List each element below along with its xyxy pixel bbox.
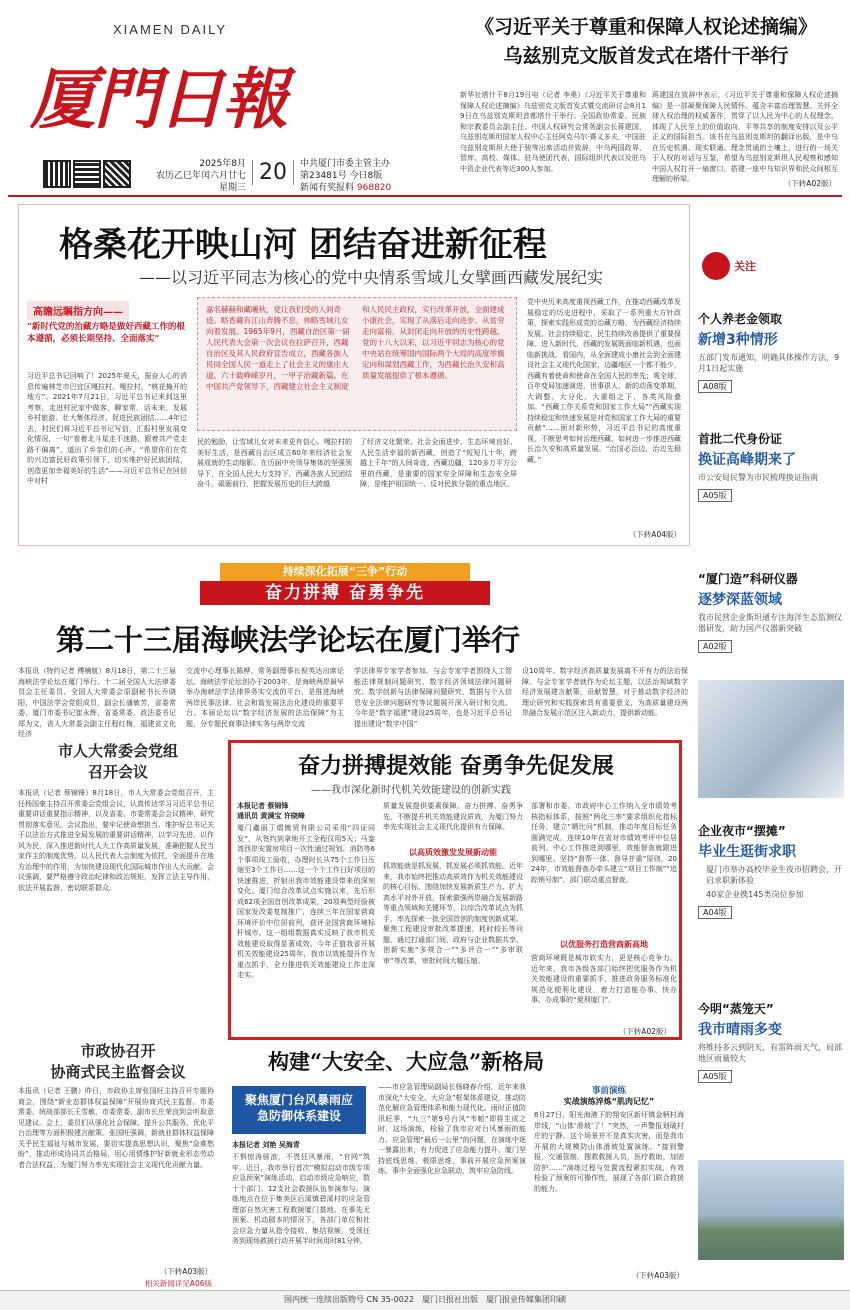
sidebar-item[interactable] (698, 310, 844, 393)
efficiency-col-2b: 抓效能就是抓发展，抓发展必须抓效能。近年来，我市始终把推动高质效作为机关效能建设的核心目标，围绕加快发展新质生产力、扩大高水平对外开放，探索做强两岸融合发展新路等重点领域和关键环节，以综合改革试点为抓手，率先探索一批全国首创的制度创新成果。聚焦工程建设审批改革提速，耗时较长等问题，通过打通部门间、政府与企业数据共享，创新实施“多规合一”“多评合一”“多审联审”等改革，审批时间大幅压缩。 (383, 862, 523, 965)
efficiency-col-3b: 营商环境既是城市软实力，更是核心竞争力。近年来，我市各级各部门始终把优服务作为机关效能建设的重要抓手，推进政务服务标准化规范化便利化建设，着力打造能办事、快办事、办成事的“便利厦门”。 (531, 954, 677, 1004)
npc-headline-1: 市人大常委会党组 (57, 742, 178, 760)
efficiency-sub-2: 以优服务打造营商新高地 (560, 940, 648, 949)
sidebar-sub: 五部门发布通知，明确具体操作方法，9月1日起实施 (698, 353, 840, 373)
npc-story[interactable] (18, 738, 218, 1038)
sidebar-kicker: 今明“蒸笼天” (698, 1002, 774, 1016)
lead-ref: （下转A04版） (628, 530, 681, 539)
safety-col-3: 6月27日，阳光海港下的翔安区新圩镇金柄村海岸线，“山体‘滑坡’了！”突然，一声警报划破村庄的宁静。这个场景并不是真实灾害，而是我市开展的大规模防山体滑坡处置演练。“接到警报，交通管制，搜救救援人员，医疗救助，加固防护……”演练过程与处置流程紧扣实战，有效检验了预案的可操作性，展现了各部门联合救援的能力。 (534, 1111, 684, 1193)
issue-info (300, 158, 391, 194)
sidebar-item[interactable] (698, 430, 844, 502)
banner-bottom: 奋力拼搏 奋勇争先 (200, 581, 490, 605)
sidebar-item[interactable] (698, 570, 844, 653)
sidebar-title: 逐梦深蓝领域 (698, 592, 782, 608)
campaign-banner (180, 563, 510, 607)
sidebar-title: 我市晴雨多变 (698, 1022, 782, 1038)
npc-body: 本报讯（记者 蔡锦锋）8月18日，市人大常委会党组召开，主任杨国豪主持召开常委会党组会议，认真传达学习习近平总书记重要讲话重要指示精神，以及省委、市委常委会会议精神，研究贯彻落实意见。会议指出，要牢记使命想担当、维护好总书记关于以法治方式推进全局发展的重要讲话精神，以学习先进、以作风为民，深入推进新时代人大工作高质量发展，准确把握人民当家作主的制度优势，以人民代表大会制度为依托，全面提升在地方治理中的作用，为加快建设现代化国际城市作出人大贡献。会议强调，要严格遵守政治纪律和政治规矩，发挥立法主导作用，依法开展监督，密切联系群众。 (18, 789, 214, 892)
masthead-en: XIAMEN DAILY (113, 22, 228, 37)
forum-col-4: 设10周年。数字经济高质量发展离不开有力的法治保障。与会专家学者就作为论坛主题，以法治视域数字经济发展建言献策，贡献智慧，对于推动数字经济的理论研究和实践探索具有重要意义，为高质量建设两岸融合发展示范区注入新动力，提供新动能。 (522, 667, 688, 717)
lead-headline: 格桑花开映山河 团结奋进新征程 (59, 225, 547, 265)
qr-code[interactable] (43, 160, 71, 188)
sidebar-sub: 市公安局民警为市民梳理换证指南 (698, 473, 818, 482)
npc-headline-2: 召开会议 (87, 763, 148, 781)
top-story-title-1: 《习近平关于尊重和保障人权论述摘编》 (474, 16, 817, 38)
sidebar-ref[interactable]: A04版 (698, 906, 732, 919)
cppcc-headline-2: 协商式民主监督会议 (50, 1063, 186, 1081)
masthead-logo: 厦門日報 (30, 60, 286, 138)
top-story-body-left: 新华社塔什干8月19日电（记者 李奥）《习近平关于尊重和保障人权论述摘编》乌兹别克文版首发式暨交流研讨会8月19日在乌兹别克斯坦首都塔什干举行。全国政协常委、民族和宗教委员会副主任、中国人权研究会常务副会长蒋建国，乌兹别克斯坦国家人权中心主任阿克马尔·赛义多夫，中国驻乌兹别克斯坦大使于骏等出席活动并致辞，中乌两国政界、智库、高校、媒体、驻乌使团代表，国际组织代表以及驻乌中资企业代表等近300人参加。 (460, 91, 646, 173)
sidebar-kicker: 首批二代身份证 (698, 432, 783, 446)
cppcc-story[interactable] (18, 1040, 218, 1290)
masthead-divider (8, 195, 842, 197)
efficiency-ref: （下转A02版） (618, 1027, 671, 1036)
cppcc-headline-1: 市政协召开 (80, 1042, 156, 1060)
safety-col-1: 不惧惊涛骇浪，不畏狂风暴雨，“官网”筑牢。近日，我市举行首次“模拟启动市级专项应急预案”演练活动，启动市级应急响应，数十个部门、12支社会救援队伍参演参与。演练地点在位于集美区后溪镇碧溪村的应急管理部自然灾害工程救援厦门基地。在事先无预案、机动剧本的情况下，各部门单位和社会应急力量从指令接收、集结视频，受领任务到现场救援行动开展半时间用时81分钟。 (232, 1153, 370, 1245)
sidebar-ref[interactable]: A05版 (698, 1070, 732, 1083)
lead-subhead: ——以习近平同志为核心的党中央情系雪域儿女擘画西藏发展纪实 (139, 268, 604, 287)
safety-ref: （下转A03版） (631, 1271, 684, 1280)
issue-day: 20 (252, 160, 294, 185)
lead-col-4: 党中央历来高度重视西藏工作，在推动西藏改革发展稳定的历史进程中，采取了一系列重大方针政策，探索实践形成党的治藏方略，为西藏经济持续发展、社会持续稳定、民生持续改善提供了重要保障。进入新时代，西藏的发展既面临新机遇，也面临新挑战。看国内，从全面建成小康社会到全面建设社会主义现代化国家，边疆地区一个都不能少，西藏有着使命和使命在全国人民的率先；观全球，百年变局加速演进，世事很人，新的动荡变革期，大调整、大分化、大重组之下，各类风险叠加。“西藏工作关系党和国家工作大局”“西藏实现持续稳定和快速发展是对党和国家工作大局的重要贡献”……面对新形势，习近平总书记的高度重视，不断思考如何治理西藏，如何进一步推进西藏长治久安和高质量发展。“治国必治边，治边先稳藏。” (527, 298, 681, 464)
lead-col-1: 习近平总书记回响了！2025年夏天，振奋人心的消息传遍林芝市巴宜区嘎拉村。嘎拉村，“桃花掩开的地方”。2021年7月21日，习近平总书记来到这里考察，走进村民家中做客，聊家常、话未来。发展乡村旅游、壮大集体经济、促进民族团结……4年过去，村民们将习近平总书记写信，汇报村里发展变化情况，一句“看着北斗星走不迷路，跟着共产党走路不偏离”，道出了乡亲们的心声。“希望你们在党的兴边富民好政策引领下，切实维护好民族团结，创造更加幸福美好的生活”——习近平总书记在回信中对村 (27, 372, 187, 485)
qr-code-3[interactable] (103, 160, 131, 188)
sidebar-kicker: “厦门造”科研仪器 (698, 572, 798, 586)
sidebar-kicker: 企业夜市“摆摊” (698, 824, 786, 838)
efficiency-headline: 奋力拼搏提效能 奋勇争先促发展 (298, 753, 614, 779)
efficiency-story[interactable] (228, 740, 682, 1040)
footer (0, 1290, 850, 1310)
lead-col-3: 了经济文化繁荣、社会全面进步、生态环境良好、人民生活幸福的新西藏，创造了“短短几十年，跨越上千年”的人间奇迹。西藏边疆，120多万平方公里的西藏，是重要的国家安全屏障和生态安全屏障，是维护祖国统一、反对民族分裂的重点地区。 (360, 438, 517, 488)
lead-col-2: 民的勉励，让雪域儿女对未来更有信心。嘎拉村的美好生活，是西藏自治区成立60年来经济社会发展成就的生动缩影。在历届中央领导集体的坚强领导下，在全国人民大力支持下，西藏各族人民团结奋斗，砥砺前行，把握发展历史的巨大跨越 (197, 438, 352, 488)
focus-label (702, 252, 730, 280)
banner-top: 持续深化拓展“三争”行动 (220, 563, 470, 581)
top-story-body-right: 蒋建国在致辞中表示，《习近平关于尊重和保障人权论述摘编》是一部凝聚保障人民情怀、蕴含丰富治理智慧、关怀全球人权治理的权威著作，贯穿了以人民为中心的人权理念，体现了人民至上的价值取向，平等共享的制度安排以及公平正义的国际担当。该书在乌兹别克斯坦的翻译出版，是中乌在历史机遇、现实联通、理念贯通的土壤上，进行的一场关于人权的对话与互鉴，希望为乌兹别克斯坦人民观察和感知中国人权打开一扇窗口，搭建一座中乌知识界和民众间相互理解的桥梁。 (652, 91, 838, 183)
hotline: 新闻有奖报料 968820 (300, 183, 392, 193)
forum-col-3: 学法律界专家学者参加。与会专家学者围绕人工智能法律规制问题研究、数字经济领域法律问题研究、数字创新与法律保障问题研究，数据与个人信息安全法律问题研究等议题展开深入研讨和交流。今年是“数字福建”建设25周年，也是习近平总书记提出建设“数字中国” (354, 667, 512, 728)
safety-col-3-sub: 实战演练淬炼“肌肉记忆” (563, 1097, 655, 1106)
safety-story[interactable] (228, 1046, 690, 1282)
cppcc-related[interactable]: 相关新闻详见A06版 (144, 1279, 212, 1288)
lead-section-label: 高瞻远瞩指方向—— (27, 301, 129, 320)
forum-col-1: 本报讯（特约记者 傅楠航）8月18日，第二十三届海峡法学论坛在厦门举行。十二届全国人大法律委员会主任委员、全国人大常委会原副秘书长乔晓阳，中国法学会党组成员，副会长潘敏芳，省委常委、厦门市委书记崔永辉，省委常委、政法委书记郑为文，省人大常委会副主任程红梅，福建省文化经济 (18, 667, 176, 738)
sidebar-bullet: 40家企业携145类岗位参加 (706, 890, 804, 899)
efficiency-subhead: ——我市深化新时代机关效能建设的创新实践 (311, 785, 511, 796)
issue-no: 第23481号 今日8版 (300, 171, 383, 181)
efficiency-col-2: 质量发展提供要素保障。奋力拼搏、奋勇争先，不断提升机关效能建设质效，为厦门努力率先实现社会主义现代化提供有力保障。 (383, 802, 523, 831)
weekday: 星期三 (218, 183, 246, 193)
date-line: 2025年8月 (199, 159, 246, 169)
sidebar-ref[interactable]: A08版 (698, 380, 732, 393)
cppcc-ref: （下转A03版） (159, 1267, 212, 1276)
forum-col-2: 交流中心理事长陈桦、常务副理事长倪英达出席论坛。海峡法学论坛创办于2003年，是海峡两岸最早举办海峡法学法律界务实交流的平台，是推进海峡两岸民事法律、社会和谐发展法治化建设的重要平台。本届论坛以“数字经济发展的法治保障”为主题，分专题民商事法律实务与两岸交流 (186, 667, 344, 728)
qr-code-2[interactable] (73, 160, 101, 188)
efficiency-byline: 本报记者 蔡锦锋 通讯员 黄满宝 许晓峰 (237, 802, 305, 820)
sidebar-sub: 将维持多云到阴天，有雷阵雨天气，局部地区雨量较大 (698, 1043, 842, 1063)
coast-photo (698, 1160, 844, 1260)
safety-col-3-title: 事前演练 (591, 1086, 626, 1096)
sidebar-item[interactable] (698, 822, 844, 919)
safety-box: 聚焦厦门台风暴雨应急防御体系建设 (232, 1086, 366, 1134)
cppcc-body: 本报讯（记者 王鹏）昨日，市政协主席张国旺主持召开专题协商会，围绕“新业态群体权益保障”开展协商式民主监督。市委常委、统战部部长王雪敏，市委常委、副市长庄荣良到会听取意见建议。会上，委员们从强化社会保障、提升公共服务、优化平台治理等方面积极建言献策。张国旺强调，新就业群体权益保障关乎民生福祉与城市发展，要切实提高思想认识，聚焦“急难愁盼”，推动形成协同共治格局，用心用情维护好新就业形态劳动者合法权益，为厦门努力率先实现社会主义现代化贡献力量。 (18, 1087, 214, 1169)
efficiency-col-1: 厦门鑫丽丁熠镀贸有限公司采用“四证同发”，从签约到拿地开工全程仅用5天；马銮湾西岸安置房项目一次性通过规划、消防等6个事项竣工验收，办理时长从75个工作日压缩至3个工作日……这一个个工作日好项目的快速推进，折射出我市效能建设带来的深刻变化。厦门综合改革试点实施以来，先后形成62项全国首创改革成果，20项典型经验被国家发改委复制推广，连续三年在国家营商环境评价中位居前列，获评全国营商环境标杆城市。这一组组数据真实反映了我市机关效能建设取得显著成效。今年正值我省开展机关效能建设25周年，我市以效能提升作为重点抓手，全力推进机关效能建设工作走深走实。 (237, 824, 375, 979)
sponsor: 中共厦门市委主管主办 (300, 159, 391, 169)
efficiency-col-3: 部署和市委、市政府中心工作纳入全市绩效考核指标体系，按照“两化三率”要求组织化指标任务，建立“晒比问”机制，推动年度目标任务圆满完成，连续10年在省对市绩效考评中位居前列。中心工作推进到哪里，效能督查就跟进到哪里。坚持“督帮一体、督导并重”原则，2024年，市效能督查办牵头建立“项目工作制”“追踪销号制”，部门联动重点督查。 (531, 802, 677, 884)
focus-label-text: 关注 (734, 260, 756, 273)
lead-quote: “新时代党的治藏方略是做好西藏工作的根本遵循，必须长期坚持、全面落实” (27, 322, 185, 344)
sidebar-bullet: 厦门市举办高校毕业生夜市招聘会，开启求职新体验 (706, 865, 842, 885)
footer-text: 国内统一连续出版物号 CN 35-0022 厦门日报社出版 厦门报业传媒集团印刷 (283, 1295, 567, 1304)
forum-headline: 第二十三届海峡法学论坛在厦门举行 (56, 623, 521, 657)
date-block (138, 158, 246, 194)
safety-headline: 构建“大安全、大应急”新格局 (268, 1049, 545, 1074)
safety-byline: 本报记者 刘艳 吴海青 (232, 1141, 300, 1149)
sidebar-title: 毕业生逛街求职 (698, 844, 796, 860)
sidebar-title: 换证高峰期来了 (698, 452, 796, 468)
sidebar-ref[interactable]: A05版 (698, 489, 732, 502)
top-story[interactable] (452, 8, 840, 188)
top-story-title-2: 乌兹别克文版首发式在塔什干举行 (503, 45, 789, 67)
top-story-ref: （下转A02版） (783, 179, 836, 188)
sidebar-kicker: 个人养老金领取 (698, 312, 783, 326)
efficiency-sub-1: 以高质效激发发展新动能 (409, 848, 497, 857)
lunar-line: 农历乙巳年闰六月廿七 (155, 171, 246, 181)
sidebar-sub: 我市民营企业斯坦通专注海洋生态监测仪器研发，助力国产仪器新突破 (698, 613, 842, 633)
forum-story[interactable] (18, 612, 690, 738)
lead-story[interactable] (18, 204, 690, 546)
masthead (8, 8, 448, 193)
sidebar-title: 新增3种情形 (698, 332, 778, 348)
lab-photo (698, 680, 844, 798)
lead-box: 嘉名赫赫和藏曦秋，党让我们受的人间奇迹。略香藏有江山奔腾不息，伟略雪域儿女向着发展。1965年9月，西藏自治区第一届人民代表大会第一次会议在拉萨召开，西藏自治区及其人民政府宣告成立，西藏各族人民同全国人民一道走上了社会主义的康庄大道。六十载峥嵘岁月，一甲子治藏新篇。在中国共产党领导下，西藏建立社会主义制度和人民民主政权，实行改革开放，全面建成小康社会，实现了从落后走向进步、从贫穷走向富裕、从封闭走向开放的历史性跨越。党的十八大以来，以习近平同志为核心的党中央站在统筹国内国际两个大局的高度举旗定向和谋划西藏工作，为西藏长治久安和高质量发展提供了根本遵循。 (197, 297, 517, 431)
sidebar-ref[interactable]: A02版 (698, 640, 732, 653)
safety-col-2: ——市应急管理局副局长杨晓春介绍，近年来我市深化“大安全、大应急”框架体系建设，推动防范化解应急管理体系和能力现代化。雨时正值防汛旺季，“九三”第9号台风“韦帕”即将生成之时，这场演练，检验了我市应对台风暴雨的能力。应急管理“最后一公里”的问题，在演练中逐一暴露出来，有力促进了应急能力提升。厦门坚持底线思维，极限思维，事前开展应急预案演练，事中全面强化应急联动，筑牢应急防线。 (378, 1083, 526, 1175)
sidebar-item[interactable] (698, 1000, 844, 1083)
